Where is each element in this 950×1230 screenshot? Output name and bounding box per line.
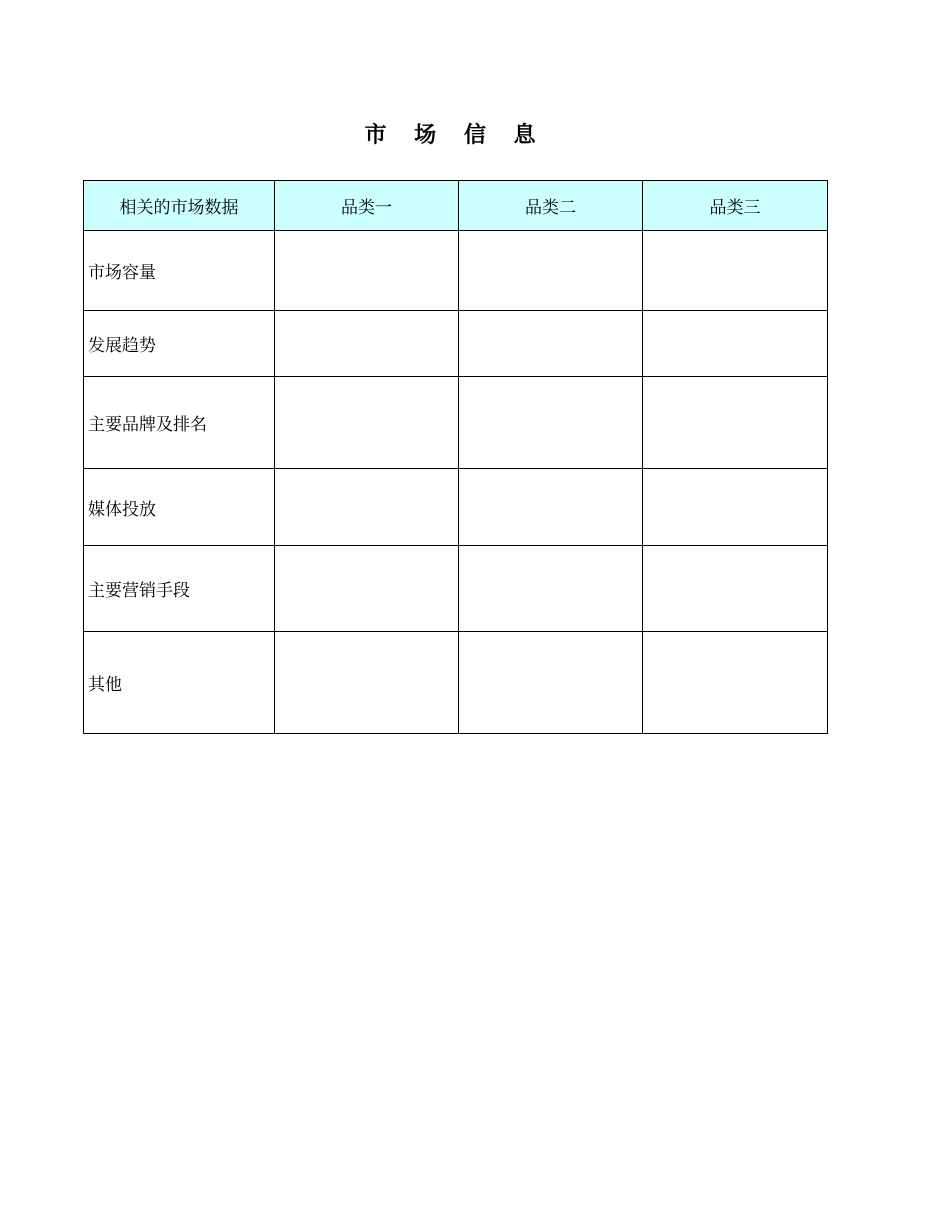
row-label: 主要营销手段 — [84, 546, 275, 632]
table-row — [84, 311, 828, 377]
row-label: 发展趋势 — [84, 311, 275, 377]
table-cell[interactable] — [275, 632, 459, 734]
table-row — [84, 231, 828, 311]
table-cell[interactable] — [459, 632, 643, 734]
table-cell[interactable] — [643, 311, 828, 377]
table-row — [84, 546, 828, 632]
table-row — [84, 377, 828, 469]
header-cell-category-3: 品类三 — [643, 181, 828, 231]
table-cell[interactable] — [643, 546, 828, 632]
table-cell[interactable] — [275, 231, 459, 311]
row-label: 市场容量 — [84, 231, 275, 311]
table-cell[interactable] — [459, 377, 643, 469]
table-cell[interactable] — [643, 377, 828, 469]
market-info-table — [83, 180, 828, 734]
table-cell[interactable] — [643, 231, 828, 311]
table-cell[interactable] — [643, 632, 828, 734]
table-row — [84, 469, 828, 546]
table-cell[interactable] — [275, 469, 459, 546]
table-cell[interactable] — [275, 546, 459, 632]
table-header-row — [84, 181, 828, 231]
table-cell[interactable] — [643, 469, 828, 546]
row-label: 媒体投放 — [84, 469, 275, 546]
table-cell[interactable] — [459, 469, 643, 546]
table-cell[interactable] — [459, 231, 643, 311]
header-cell-market-data: 相关的市场数据 — [84, 181, 275, 231]
header-cell-category-2: 品类二 — [459, 181, 643, 231]
page-title: 市 场 信 息 — [364, 123, 546, 148]
row-label: 主要品牌及排名 — [84, 377, 275, 469]
table-cell[interactable] — [459, 311, 643, 377]
row-label: 其他 — [84, 632, 275, 734]
header-cell-category-1: 品类一 — [275, 181, 459, 231]
table-row — [84, 632, 828, 734]
table-cell[interactable] — [275, 377, 459, 469]
table-cell[interactable] — [459, 546, 643, 632]
table-cell[interactable] — [275, 311, 459, 377]
